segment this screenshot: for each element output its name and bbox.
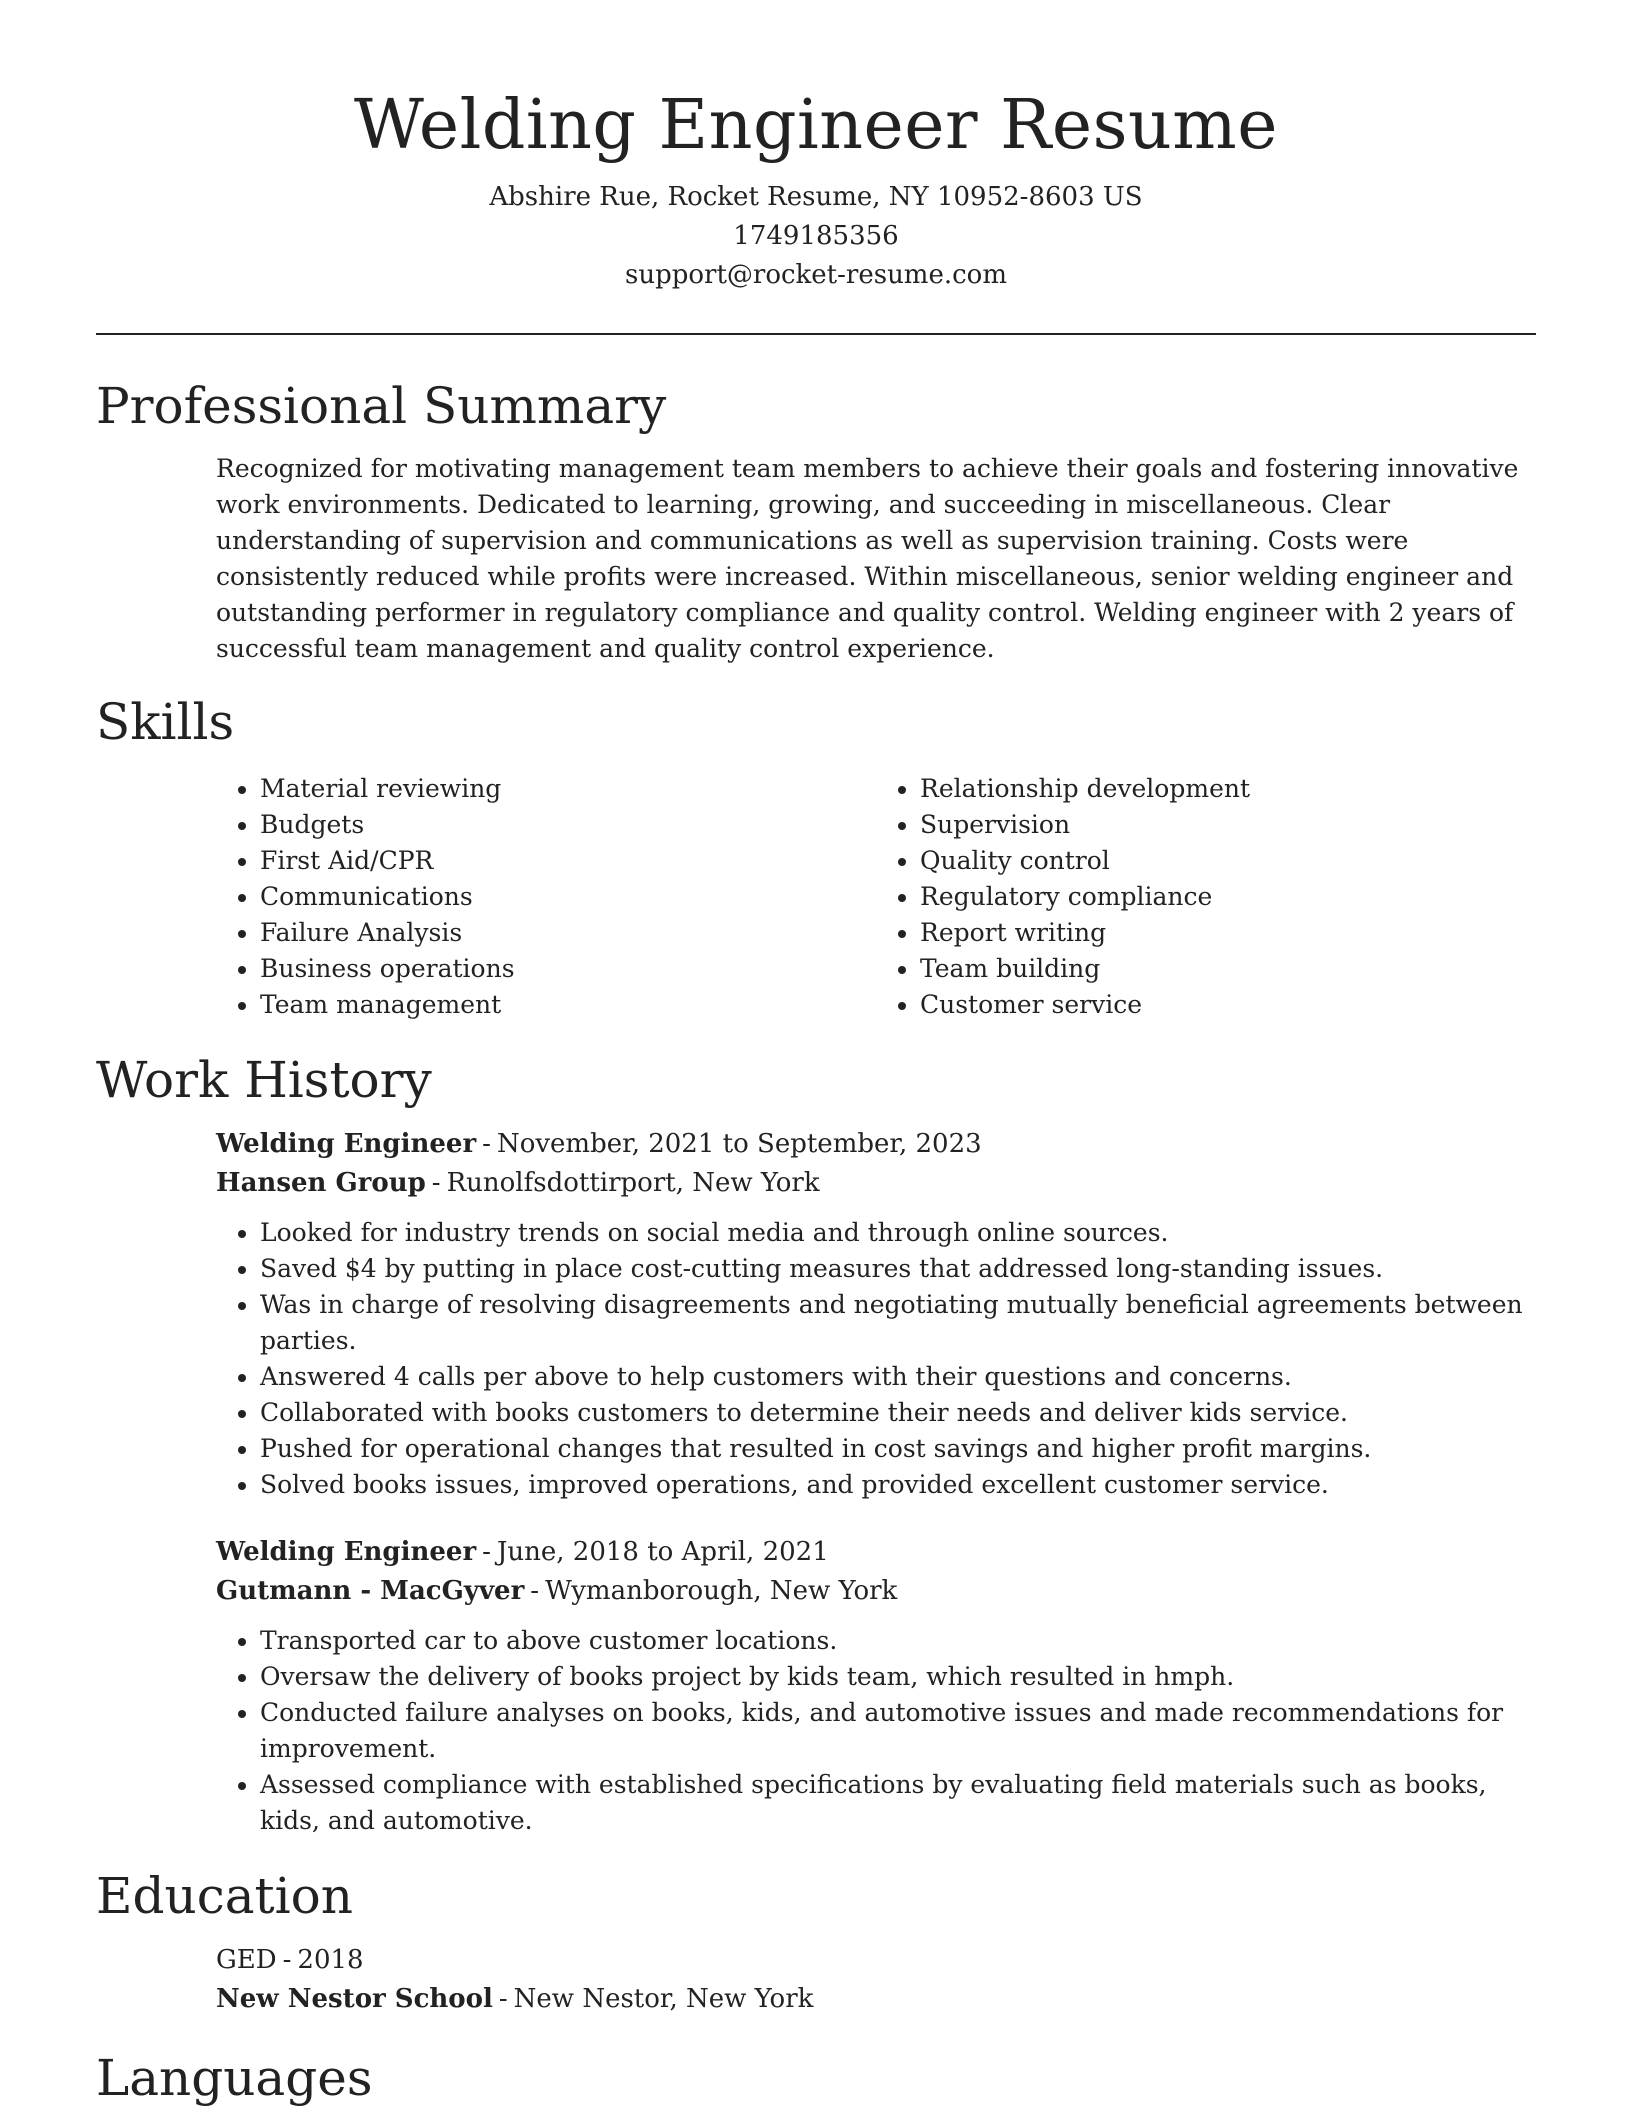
- job-bullet: • Conducted failure analyses on books, kids, and automotive issues and made recommendations for improvement.: [260, 1695, 1536, 1767]
- job-role: Welding Engineer: [216, 1537, 477, 1567]
- job-role: Welding Engineer: [216, 1129, 477, 1159]
- job-bullet: • Answered 4 calls per above to help customers with their questions and concerns.: [260, 1359, 1536, 1395]
- skill-item: • Material reviewing: [260, 771, 876, 807]
- skill-item: • First Aid/CPR: [260, 843, 876, 879]
- job-bullets: [216, 1623, 1536, 1839]
- job-company: Gutmann - MacGyver: [216, 1576, 525, 1606]
- skills-grid: [216, 771, 1536, 1023]
- education-school: New Nestor School: [216, 1984, 493, 2014]
- skill-item: • Regulatory compliance: [920, 879, 1536, 915]
- work-history-section: [96, 1049, 1536, 1839]
- job-bullet: • Assessed compliance with established specifications by evaluating field materials such as books, kids, and automotive.: [260, 1767, 1536, 1839]
- job-dates: November, 2021 to September, 2023: [496, 1129, 982, 1159]
- education-heading: Education: [96, 1867, 353, 1925]
- separator: -: [282, 1945, 292, 1975]
- skills-column-left: [216, 771, 876, 1023]
- job-bullet: • Collaborated with books customers to determine their needs and deliver kids service.: [260, 1395, 1536, 1431]
- address: Abshire Rue, Rocket Resume, NY 10952-8603 US: [489, 182, 1143, 212]
- languages-section: [96, 2047, 1536, 2109]
- skills-section: [96, 691, 1536, 1023]
- education-location: New Nestor, New York: [513, 1984, 814, 2014]
- languages-heading: Languages: [96, 2049, 373, 2107]
- job-company-line: [216, 1164, 1536, 1203]
- separator: -: [482, 1537, 491, 1567]
- contact-block: [96, 178, 1536, 295]
- job-bullet: • Saved $4 by putting in place cost-cutting measures that addressed long-standing issues.: [260, 1251, 1536, 1287]
- job-heading: [216, 1533, 1536, 1572]
- job-bullet: • Solved books issues, improved operations, and provided excellent customer service.: [260, 1467, 1536, 1503]
- header-divider: [96, 333, 1536, 335]
- separator: -: [498, 1984, 508, 2014]
- skill-item: • Relationship development: [920, 771, 1536, 807]
- job-bullet: • Looked for industry trends on social media and through online sources.: [260, 1215, 1536, 1251]
- skill-item: • Budgets: [260, 807, 876, 843]
- separator: -: [482, 1129, 491, 1159]
- skill-item: • Team management: [260, 987, 876, 1023]
- skill-item: • Business operations: [260, 951, 876, 987]
- resume-page: [96, 0, 1536, 2109]
- summary-section: [96, 375, 1536, 667]
- job-bullet: • Pushed for operational changes that resulted in cost savings and higher profit margins.: [260, 1431, 1536, 1467]
- job-location: Runolfsdottirport, New York: [446, 1168, 820, 1198]
- email: support@rocket-resume.com: [624, 260, 1007, 290]
- skills-column-right: [876, 771, 1536, 1023]
- skill-item: • Failure Analysis: [260, 915, 876, 951]
- job-location: Wymanborough, New York: [545, 1576, 898, 1606]
- education-degree: GED: [216, 1945, 277, 1975]
- resume-header: [96, 0, 1536, 295]
- separator: -: [431, 1168, 441, 1198]
- skills-heading: Skills: [96, 693, 235, 751]
- skill-item: • Supervision: [920, 807, 1536, 843]
- job-bullet: • Oversaw the delivery of books project by kids team, which resulted in hmph.: [260, 1659, 1536, 1695]
- summary-heading: Professional Summary: [96, 377, 667, 435]
- skill-item: • Communications: [260, 879, 876, 915]
- job-company-line: [216, 1572, 1536, 1611]
- job-heading: [216, 1125, 1536, 1164]
- skill-item: • Team building: [920, 951, 1536, 987]
- job-entry: [216, 1125, 1536, 1503]
- job-bullet: • Was in charge of resolving disagreements and negotiating mutually beneficial agreements between parties.: [260, 1287, 1536, 1359]
- job-entry: [216, 1533, 1536, 1839]
- skill-item: • Customer service: [920, 987, 1536, 1023]
- separator: -: [530, 1576, 540, 1606]
- skill-item: • Report writing: [920, 915, 1536, 951]
- job-bullet: • Transported car to above customer locations.: [260, 1623, 1536, 1659]
- education-section: [96, 1865, 1536, 2019]
- job-bullets: [216, 1215, 1536, 1503]
- education-degree-line: [216, 1941, 1536, 1980]
- job-company: Hansen Group: [216, 1168, 426, 1198]
- work-history-heading: Work History: [96, 1051, 432, 1109]
- phone: 1749185356: [733, 221, 899, 251]
- summary-text: Recognized for motivating management team members to achieve their goals and fostering innovative work environments. Dedicated to learning, growing, and succeeding in miscellaneous. Clear understanding of supervision and communications as well as supervision training. Costs were consistently reduced while profits were increased. Within miscellaneous, senior welding engineer and outstanding performer in regulatory compliance and quality control. Welding engineer with 2 years of successful team management and quality control experience.: [216, 454, 1519, 663]
- resume-title: Welding Engineer Resume: [353, 86, 1279, 165]
- education-year: 2018: [297, 1945, 364, 1975]
- job-dates: June, 2018 to April, 2021: [496, 1537, 829, 1567]
- education-entry: [216, 1941, 1536, 2019]
- education-school-line: [216, 1980, 1536, 2019]
- skill-item: • Quality control: [920, 843, 1536, 879]
